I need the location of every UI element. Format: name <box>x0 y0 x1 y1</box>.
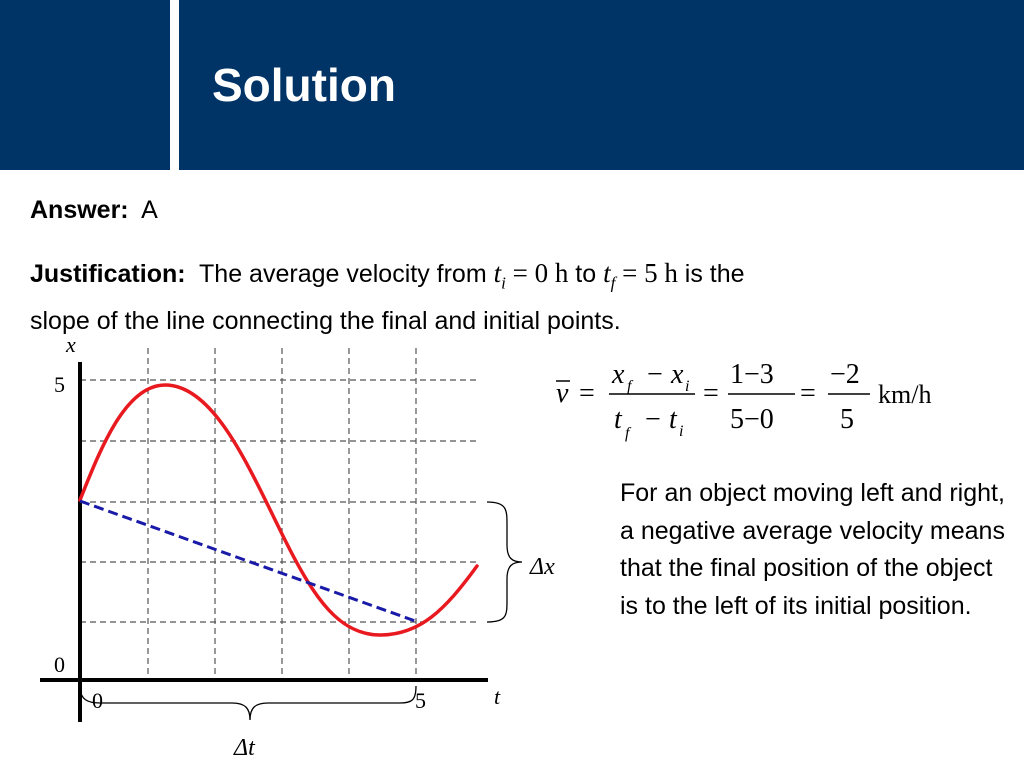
ti-subscript: i <box>501 273 506 293</box>
v-bar-symbol: v <box>556 378 569 409</box>
justification-label: Justification: <box>30 260 186 288</box>
answer-label: Answer: <box>30 196 129 224</box>
grid-lines <box>80 348 476 678</box>
header-left-block <box>0 0 170 170</box>
den-tf: t <box>614 404 622 435</box>
tf-expression <box>603 258 678 293</box>
explanation-note: For an object moving left and right, a negative average velocity means that the final position of the object is to the left of its initial position. <box>620 479 1005 620</box>
justification-paragraph <box>30 254 990 340</box>
delta-t-brace <box>80 686 416 720</box>
average-velocity-formula <box>550 350 970 450</box>
position-curve <box>80 385 477 635</box>
ti-symbol: t <box>493 258 502 288</box>
num-xf: x <box>612 359 625 390</box>
tf-value: = 5 h <box>615 258 678 288</box>
equals-3: = <box>800 378 816 409</box>
den-tf-sub: f <box>625 425 630 442</box>
position-time-graph <box>0 330 600 768</box>
den-ti: t <box>669 404 677 435</box>
justification-text-1: The average velocity from <box>199 260 487 288</box>
ti-expression <box>493 258 569 293</box>
x-tick-0: 0 <box>92 688 103 713</box>
y-axis-label: x <box>66 332 76 357</box>
x-axis-label: t <box>494 684 501 709</box>
header-bar <box>0 0 1024 170</box>
velocity-unit: km/h <box>878 380 932 409</box>
num-xf-sub: f <box>627 378 632 395</box>
ti-value: = 0 h <box>505 258 569 288</box>
justification-line-2: slope of the line connecting the final and initial points. <box>30 307 621 336</box>
justification-text-2: is the <box>684 260 745 288</box>
delta-t-label: Δt <box>234 735 255 761</box>
den-result: 5 <box>840 404 854 435</box>
delta-x-label: Δx <box>530 554 555 580</box>
header-divider <box>170 0 179 170</box>
den-ti-sub: i <box>679 423 684 440</box>
tf-subscript: f <box>610 273 616 293</box>
num-xi-sub: i <box>685 378 690 395</box>
answer-line <box>30 196 158 225</box>
num-result: −2 <box>830 359 860 390</box>
answer-value: A <box>141 196 158 224</box>
equals-2: = <box>703 378 719 409</box>
tf-symbol: t <box>603 258 611 288</box>
num-xi: x <box>671 359 684 390</box>
delta-x-brace <box>487 502 522 622</box>
y-tick-0: 0 <box>54 652 65 677</box>
num-values: 1−3 <box>730 359 774 390</box>
slide-title: Solution <box>212 59 396 111</box>
y-tick-5: 5 <box>54 372 65 397</box>
to-word: to <box>575 260 597 288</box>
den-minus: − <box>645 404 661 435</box>
x-tick-5: 5 <box>415 688 426 713</box>
num-minus: − <box>647 359 663 390</box>
den-values: 5−0 <box>730 404 774 435</box>
equals-1: = <box>579 378 595 409</box>
